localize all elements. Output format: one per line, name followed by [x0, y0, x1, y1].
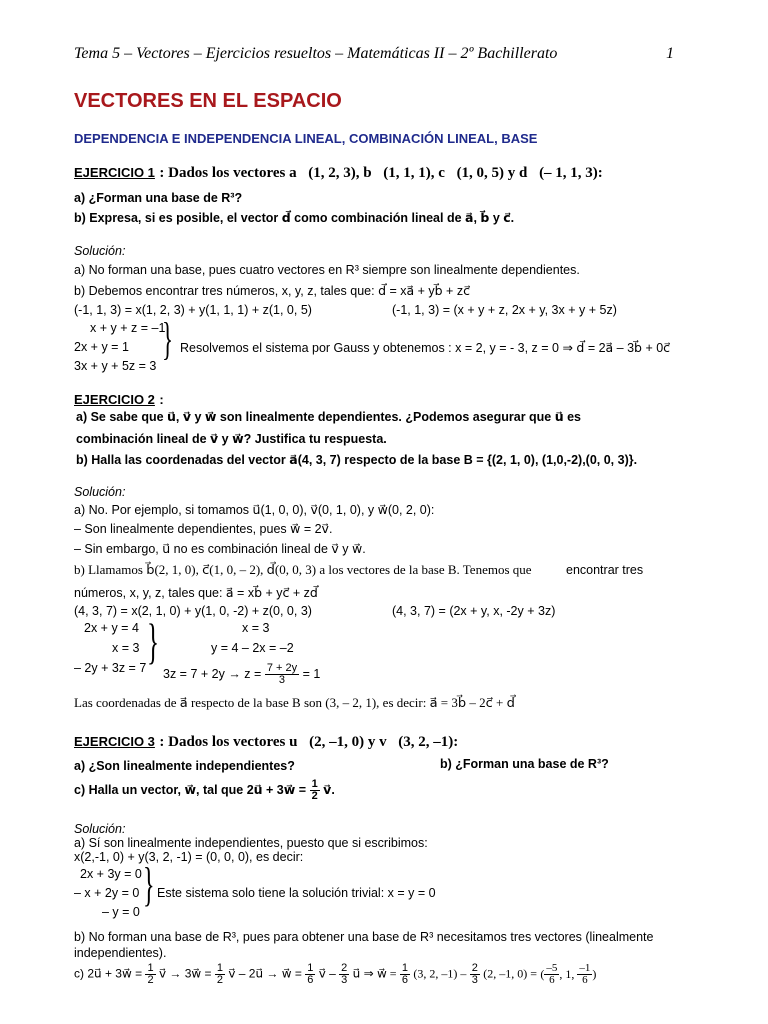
ej2-result-z — [163, 663, 320, 686]
ej2-question-a-line1: a) Se sabe que u⃗, v⃗ y w⃗ son linealmente dependientes. ¿Podemos asegurar que u⃗ es — [76, 410, 582, 424]
ej3-c-part6: w⃗ = — [376, 966, 397, 981]
frac-num: 1 — [307, 962, 314, 974]
ej1-system-eq3: 3x + y + 5z = 3 — [74, 359, 157, 373]
ej3-sol-b-line1: b) No forman una base de R³, pues para obtener una base de R³ necesitamos tres vectores (linealmente — [74, 930, 654, 944]
ej1-question-b: b) Expresa, si es posible, el vector d⃗ como combinación lineal de a⃗, b⃗ y c⃗. — [74, 211, 515, 225]
ej1-sol-line2: b) Debemos encontrar tres números, x, y, z, tales que: d⃗ = xa⃗ + yb⃗ + zc⃗ — [74, 284, 470, 298]
ej1-title: : Dados los vectores a⃗(1, 2, 3), b⃗(1, 1, 1), c⃗(1, 0, 5) y d⃗(– 1, 1, 3): — [159, 165, 603, 181]
ej2-system-eq3: – 2y + 3z = 7 — [74, 661, 147, 675]
ej3-qc-num: 1 — [311, 778, 318, 790]
ej3-c-part3: v⃗ – 2u⃗ → w⃗ = — [228, 966, 302, 981]
ej3-c-frac4 — [339, 963, 349, 986]
ej3-c-frac2 — [215, 963, 225, 986]
ej3-qc-den: 2 — [311, 790, 318, 802]
ej3-question-c — [74, 779, 335, 802]
ej3-solution-label: Solución: — [74, 822, 126, 836]
ej2-system-brace: } — [147, 613, 159, 669]
ej3-c-part8: (2, –1, 0) = — [483, 966, 537, 981]
ej3-c-frac5 — [400, 963, 410, 986]
ej2-sol-eq-right: (4, 3, 7) = (2x + y, x, -2y + 3z) — [392, 604, 556, 618]
ej2-sol-line2: – Son linealmente dependientes, pues w⃗ = 2v⃗. — [74, 522, 333, 536]
ej3-system-eq2: – x + 2y = 0 — [74, 886, 140, 900]
ej1-question-a: a) ¿Forman una base de R³? — [74, 191, 243, 205]
frac-den: 3 — [341, 974, 348, 986]
ej3-c-frac6 — [470, 963, 480, 986]
ej3-sol-line2: x(2,-1, 0) + y(3, 2, -1) = (0, 0, 0), es decir: — [74, 850, 304, 864]
ej3-sol-b-line2: independientes). — [74, 946, 167, 960]
ej2-solution-label: Solución: — [74, 485, 126, 499]
ej3-qc-fraction — [310, 779, 320, 802]
ej2-system-eq2: x = 3 — [112, 641, 140, 655]
ej2-frac-numerator: 7 + 2y — [266, 662, 298, 674]
ej2-sol-line3: – Sin embargo, u⃗ no es combinación lineal de v⃗ y w⃗. — [74, 542, 366, 556]
ej2-heading — [74, 391, 164, 409]
ej1-heading — [74, 164, 603, 182]
section-subtitle: DEPENDENCIA E INDEPENDENCIA LINEAL, COMBINACIÓN LINEAL, BASE — [74, 131, 538, 146]
ej2-result-z-fraction — [265, 663, 299, 686]
ej3-qc-text: c) Halla un vector, w⃗, tal que 2u⃗ + 3w⃗ = — [74, 782, 307, 797]
frac-num: –1 — [579, 962, 591, 975]
ej1-system-eq1: x + y + z = –1 — [90, 321, 166, 335]
ej1-sol-line1: a) No forman una base, pues cuatro vectores en R³ siempre son linealmente dependientes. — [74, 263, 580, 277]
ej2-conclusion: Las coordenadas de a⃗ respecto de la base B son (3, – 2, 1), es decir: a⃗ = 3b⃗ – 2c⃗ + d⃗ — [74, 695, 515, 710]
ej3-c-part1: c) 2u⃗ + 3w⃗ = — [74, 966, 143, 981]
ej3-c-one: 1, — [565, 966, 575, 981]
ej2-sol-line1: a) No. Por ejemplo, si tomamos u⃗(1, 0, 0), v⃗(0, 1, 0), y w⃗(0, 2, 0): — [74, 503, 435, 517]
ej3-sol-line1: a) Sí son linealmente independientes, puesto que si escribimos: — [74, 836, 428, 850]
ej1-sol-eq-right: (-1, 1, 3) = (x + y + z, 2x + y, 3x + y + 5z) — [392, 303, 617, 317]
ej3-question-b: b) ¿Forman una base de R³? — [440, 757, 609, 771]
ej2-colon: : — [159, 392, 164, 407]
ej3-system-brace: } — [143, 858, 155, 911]
ej3-label: EJERCICIO 3 — [74, 734, 155, 749]
frac-num: 1 — [147, 962, 154, 974]
ej2-question-b: b) Halla las coordenadas del vector a⃗(4, 3, 7) respecto de la base B = {(2, 1, 0), (1,0,-2),(0, 0, 3)}. — [76, 453, 638, 467]
frac-den: 6 — [401, 974, 409, 986]
frac-num: 2 — [341, 962, 348, 974]
ej2-label: EJERCICIO 2 — [74, 392, 155, 407]
ej3-c-part2: v⃗ → 3w⃗ = — [158, 966, 212, 981]
ej3-c-part7: (3, 2, –1) – — [413, 966, 467, 981]
ej3-system-eq3: – y = 0 — [102, 905, 140, 919]
ej2-frac-denominator: 3 — [278, 674, 286, 686]
frac-den: 2 — [216, 974, 224, 986]
ej3-sol-c — [74, 963, 596, 986]
ej2-result-z-rhs: = 1 — [302, 666, 321, 681]
frac-den: 6 — [549, 974, 555, 987]
ej3-c-part4: v⃗ – — [318, 966, 336, 981]
ej3-system-eq1: 2x + 3y = 0 — [80, 867, 142, 881]
ej1-sol-eq-left: (-1, 1, 3) = x(1, 2, 3) + y(1, 1, 1) + z(1, 0, 5) — [74, 303, 312, 317]
ej3-heading — [74, 733, 458, 751]
ej1-result: Resolvemos el sistema por Gauss y obtenemos : x = 2, y = - 3, z = 0 ⇒ d⃗ = 2a⃗ – 3b⃗ + 0c⃗ — [180, 341, 671, 355]
ej1-solution-label: Solución: — [74, 244, 126, 258]
ej3-qc-end: v⃗. — [323, 782, 335, 797]
ej3-c-frac3 — [305, 963, 315, 986]
ej2-sol-line5: números, x, y, z, tales que: a⃗ = xb⃗ + yc⃗ + zd⃗ — [74, 586, 318, 600]
frac-den: 3 — [471, 974, 478, 986]
ej1-system-brace: } — [162, 313, 174, 364]
ej1-label: EJERCICIO 1 — [74, 165, 155, 180]
frac-den: 6 — [307, 974, 314, 986]
ej1-system-eq2: 2x + y = 1 — [74, 340, 129, 354]
ej3-c-part5: u⃗ ⇒ — [352, 966, 374, 981]
ej2-result-x: x = 3 — [242, 621, 270, 635]
frac-den: 6 — [582, 974, 588, 987]
ej2-sol-eq-left: (4, 3, 7) = x(2, 1, 0) + y(1, 0, -2) + z(0, 0, 3) — [74, 604, 312, 618]
ej2-result-y: y = 4 – 2x = –2 — [211, 641, 294, 655]
ej2-system-eq1: 2x + y = 4 — [84, 621, 139, 635]
ej2-result-z-lhs: 3z = 7 + 2y → z = — [163, 666, 262, 681]
frac-num: 2 — [471, 962, 478, 974]
ej2-question-a-line2: combinación lineal de v⃗ y w⃗? Justifica tu respuesta. — [76, 432, 387, 446]
ej3-c-frac1 — [145, 963, 155, 986]
ej3-question-a: a) ¿Son linealmente independientes? — [74, 759, 295, 773]
page-number: 1 — [666, 45, 674, 62]
ej3-c-final: ( $\frac{-5}{6}$ , 1, $\frac{-1}{6}$ ) — [540, 962, 597, 987]
ej2-sol-line4: b) Llamamos b⃗(2, 1, 0), c⃗(1, 0, – 2), d⃗(0, 0, 3) a los vectores de la base B. Tenemos que — [74, 562, 532, 577]
page-title: VECTORES EN EL ESPACIO — [74, 90, 342, 112]
ej3-result: Este sistema solo tiene la solución trivial: x = y = 0 — [157, 886, 436, 900]
ej2-sol-line4-end: encontrar tres — [566, 563, 644, 577]
running-header: Tema 5 – Vectores – Ejercicios resueltos – Matemáticas II – 2º Bachillerato — [74, 45, 558, 62]
frac-num: 1 — [216, 962, 224, 974]
frac-num: 1 — [401, 962, 409, 974]
frac-num: –5 — [546, 962, 558, 975]
frac-den: 2 — [147, 974, 154, 986]
ej3-title: : Dados los vectores u⃗(2, –1, 0) y v⃗(3, 2, –1): — [159, 734, 459, 750]
